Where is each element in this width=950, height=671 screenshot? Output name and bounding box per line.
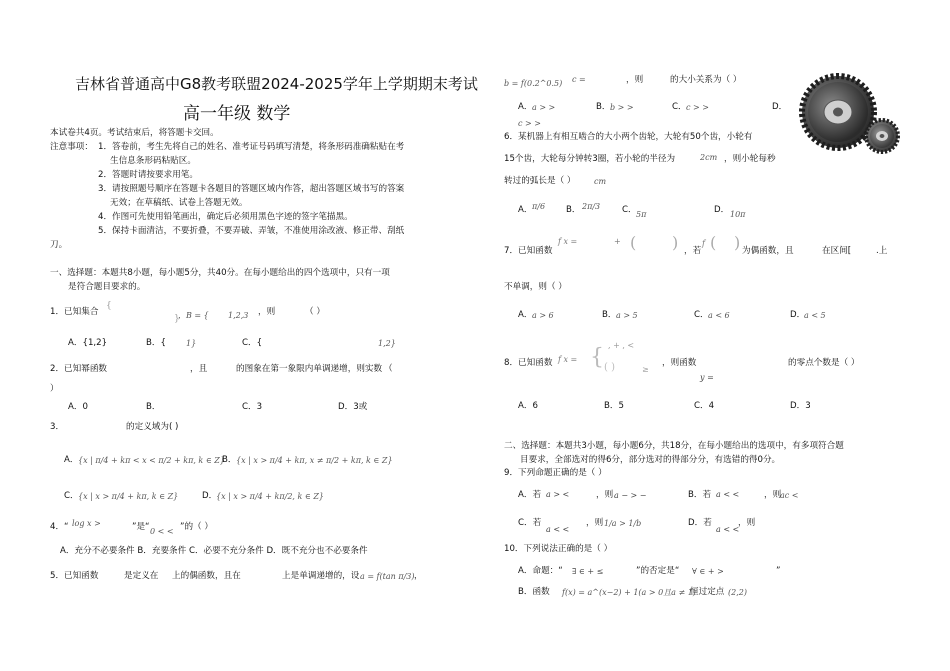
q6-option-a: A．: [518, 205, 533, 215]
q9-option-d-cond: a < <: [716, 525, 740, 534]
q10-option-a-mid: ”的否定是“: [636, 566, 680, 576]
q7-tail4: .上: [876, 246, 888, 256]
section1-heading-cont: 是符合题目要求的。: [68, 282, 146, 292]
svg-text:): ): [672, 233, 679, 252]
q9-option-b-then: ，则: [764, 490, 782, 500]
section1-heading: 一、选择题：本题共8小题，每小题5分，共40分。在每小题给出的四个选项中，只有一项: [50, 268, 390, 278]
q7-tail: ，若: [684, 246, 702, 256]
q10-stem: 10．下列说法正确的是（ ）: [504, 544, 613, 554]
q2-stem: 2．已知幂函数: [50, 364, 108, 374]
q1-set-braces: [104, 299, 179, 325]
q5-mid: 是定义在: [124, 571, 159, 581]
q1-set-b-values: 1,2,3: [228, 311, 249, 320]
q8-composite-fn: y =: [700, 373, 714, 382]
q5-a-def: a = f(tan π/3): [360, 572, 415, 581]
q2-option-b: B．: [146, 402, 161, 412]
q7-stem: 7．已知函数: [504, 246, 553, 256]
q6-option-d-val: 10π: [730, 210, 746, 219]
q2-option-c: C．3: [242, 402, 263, 412]
small-gear-icon: [866, 120, 898, 152]
q3-option-c-set: {x | x > π/4 + kπ, k ∈ Z}: [78, 492, 179, 501]
svg-text:}: }: [174, 314, 180, 324]
q7-option-a: A．: [518, 310, 533, 320]
q5-tail: ，则: [626, 75, 644, 85]
q5-tail: 上是单调递增的，设: [282, 571, 360, 581]
q5-option-c-val: c > >: [686, 103, 709, 112]
q10-option-b: B．函数: [518, 587, 550, 597]
q6-line3: 转过的弧长是（ ）: [504, 176, 576, 186]
q3-tail: 的定义域为( ): [126, 422, 179, 432]
q1-set-b: ，B = {: [178, 311, 209, 320]
q9-stem: 9．下列命题正确的是（ ）: [504, 468, 607, 478]
section2-heading: 二、选择题：本题共3小题，每小题6分，共18分，在每小题给出的选项中，有多项符合题: [504, 441, 844, 451]
q9-option-a-result: a − > −: [614, 491, 647, 500]
q3-option-c: C．: [64, 491, 79, 501]
q9-option-d: D．若: [688, 518, 712, 528]
svg-text:{: {: [106, 301, 112, 311]
q3-option-d-set: {x | x > π/4 + kπ/2, k ∈ Z}: [216, 492, 324, 501]
q6-option-b-val: 2π/3: [582, 202, 601, 211]
svg-text:(: (: [710, 233, 717, 252]
q6-unit: cm: [594, 177, 607, 186]
q5-stem: 5．已知函数: [50, 571, 99, 581]
note-line: 无效；在草稿纸、试卷上答题无效。: [110, 198, 248, 208]
q9-option-d-then: ，则: [738, 518, 756, 528]
q3-option-d: D．: [202, 491, 218, 501]
q5-paren: 的大小关系为（ ）: [670, 75, 742, 85]
q4-options: A．充分不必要条件 B．充要条件 C．必要不充分条件 D．既不充分也不必要条件: [60, 546, 368, 556]
q6-line1: 6．某机器上有相互啮合的大小两个齿轮，大轮有50个齿，小轮有: [504, 132, 753, 142]
q7-option-d: D．: [790, 310, 806, 320]
q8-option-b: B．5: [604, 401, 624, 411]
q6-option-d: D．: [714, 205, 730, 215]
q10-option-b-fn: f(x) = a^(x−2) + 1(a > 0且a ≠ 1): [562, 588, 696, 597]
svg-text:{: {: [590, 345, 604, 370]
q5-option-a-val: a > >: [532, 103, 556, 112]
q1-option-c: C．{: [242, 338, 263, 348]
q5-option-c: C．: [672, 102, 687, 112]
q4-tail: ”的（ ）: [180, 522, 213, 532]
q5-mid2: 上的偶函数，且在: [172, 571, 241, 581]
q7-option-c: C．: [694, 310, 709, 320]
exam-title: 吉林省普通高中G8教考联盟2024-2025学年上学期期末考试: [75, 75, 478, 93]
note-line: 5．保持卡面清洁，不要折叠，不要弄破、弄皱，不准使用涂改液、修正带、刮纸: [98, 226, 405, 236]
svg-text:( ): ( ): [604, 362, 615, 373]
gear-illustration: [796, 70, 906, 162]
notes-label: 注意事项：: [50, 142, 93, 152]
q2-paren: （: [384, 364, 393, 374]
q10-option-b-tail: 恒过定点: [690, 587, 725, 597]
q2-paren-close: ）: [50, 384, 59, 394]
q7-line2: 不单调，则（ ）: [504, 282, 567, 292]
q7-option-c-val: a < 6: [708, 311, 730, 320]
q9-option-c-then: ，则: [586, 518, 604, 528]
q7-option-a-val: a > 6: [532, 311, 554, 320]
q5-option-b-val: b > >: [610, 103, 634, 112]
q6-option-c: C．: [622, 205, 637, 215]
section2-heading-cont: 目要求，全部选对的得6分，部分选对的得部分分，有选错的得0分。: [520, 455, 781, 465]
q3-stem: 3．: [50, 422, 65, 432]
q4-log-expr: log x >: [72, 519, 101, 528]
q9-option-a-cond: a > <: [546, 490, 570, 499]
q1-stem: 1．已知集合: [50, 307, 99, 317]
q7-shifted-expr: [700, 232, 744, 260]
q7-function-expr: [556, 232, 684, 260]
note-line: 4．作图可先使用铅笔画出，确定后必须用黑色字迹的签字笔描黑。: [98, 212, 353, 222]
note-line: 3．请按照题号顺序在答题卡各题目的答题区域内作答，超出答题区域书写的答案: [98, 184, 405, 194]
q5-option-a: A．: [518, 102, 533, 112]
q3-option-b-set: {x | x > π/4 + kπ, x ≠ π/2 + kπ, k ∈ Z}: [236, 456, 393, 465]
q1-paren: （ ）: [305, 307, 325, 317]
q7-option-b-val: a > 5: [616, 311, 638, 320]
q2-mid: ，且: [190, 364, 208, 374]
q9-option-c-cond: a < <: [546, 525, 570, 534]
q8-option-a: A．6: [518, 401, 538, 411]
exam-subtitle: 高一年级 数学: [183, 104, 291, 124]
q2-option-d: D．3或: [338, 402, 368, 412]
q10-option-a: A．命题：“: [518, 566, 563, 576]
svg-text:): ): [734, 233, 741, 252]
q5-b-def: b = f(0.2^0.5): [504, 79, 563, 88]
svg-text:f x =: f x =: [558, 355, 578, 364]
q9-option-b-cond: a < <: [716, 490, 740, 499]
q6-option-b: B．: [566, 205, 581, 215]
large-gear-icon: [802, 76, 874, 148]
q1-option-b-val: 1}: [186, 339, 197, 348]
q10-option-a-neg: ∀ ∈ + >: [692, 567, 724, 576]
note-line: 1．答卷前，考生先将自己的姓名、准考证号码填写清楚，将条形码准确粘贴在考: [98, 142, 405, 152]
q7-tail3: 在区间[: [822, 246, 852, 256]
q8-mid: ，则函数: [662, 358, 697, 368]
q9-option-b-result: ac <: [780, 491, 799, 500]
q5-option-d: D．: [772, 102, 788, 112]
q3-option-a: A．: [64, 455, 79, 465]
q1-tail: ，则: [258, 307, 276, 317]
q5-option-b: B．: [596, 102, 611, 112]
q6-radius: 2cm: [700, 153, 718, 162]
svg-text:, + , <: , + , <: [608, 341, 635, 350]
q5-option-d-val: c > >: [518, 119, 541, 128]
q5-comma: ，: [414, 571, 423, 581]
q8-option-c: C．4: [694, 401, 715, 411]
svg-text:+: +: [614, 237, 621, 246]
q6-option-a-val: π/6: [532, 202, 546, 211]
q3-option-b: B．: [222, 455, 237, 465]
q2-option-a: A．0: [68, 402, 88, 412]
q9-option-c-result: 1/a > 1/b: [604, 519, 642, 528]
q9-option-a-then: ，则: [596, 490, 614, 500]
q9-option-c: C．若: [518, 518, 542, 528]
q10-option-a-end: ”: [776, 566, 781, 576]
q5-c-def: c =: [572, 75, 586, 84]
svg-text:(: (: [630, 233, 637, 252]
svg-text:f x =: f x =: [558, 237, 578, 246]
q8-tail: 的零点个数是（ ）: [788, 358, 860, 368]
q4-cond: 0 < <: [150, 527, 174, 536]
q3-option-a-set: {x | π/4 + kπ < x < π/2 + kπ, k ∈ Z}: [78, 456, 225, 465]
q7-tail2: 为偶函数，且: [742, 246, 794, 256]
q2-tail: 的图象在第一象限内单调递增，则实数: [236, 364, 383, 374]
q8-stem: 8．已知函数: [504, 358, 553, 368]
q1-option-c-val: 1,2}: [378, 339, 396, 348]
q6-line2: 15个齿，大轮每分钟转3圈，若小轮的半径为: [504, 154, 676, 164]
exam-intro: 本试卷共4页。考试结束后，将答题卡交回。: [50, 128, 219, 138]
svg-text:f: f: [702, 239, 705, 248]
q1-option-a: A．{1,2}: [68, 338, 108, 348]
q1-option-b: B．{: [146, 338, 166, 348]
q10-option-b-point: (2,2): [728, 588, 747, 597]
svg-text:≥: ≥: [642, 365, 649, 374]
q4-mid: ”是“: [132, 522, 150, 532]
note-line: 生信息条形码粘贴区。: [110, 156, 196, 166]
note-line: 刀。: [50, 240, 68, 250]
q8-option-d: D．3: [790, 401, 811, 411]
q10-option-a-prop: ∃ ∈ + ≤: [572, 567, 604, 576]
q7-option-d-val: a < 5: [804, 311, 826, 320]
q9-option-b: B．若: [688, 490, 712, 500]
q9-option-a: A．若: [518, 490, 542, 500]
note-line: 2．答题时请按要求用笔。: [98, 170, 198, 180]
q8-piecewise-function: [556, 336, 656, 384]
q4-stem: 4．“: [50, 522, 69, 532]
q6-option-c-val: 5π: [636, 210, 647, 219]
q7-option-b: B．: [602, 310, 617, 320]
q6-line2-tail: ，则小轮每秒: [724, 154, 776, 164]
